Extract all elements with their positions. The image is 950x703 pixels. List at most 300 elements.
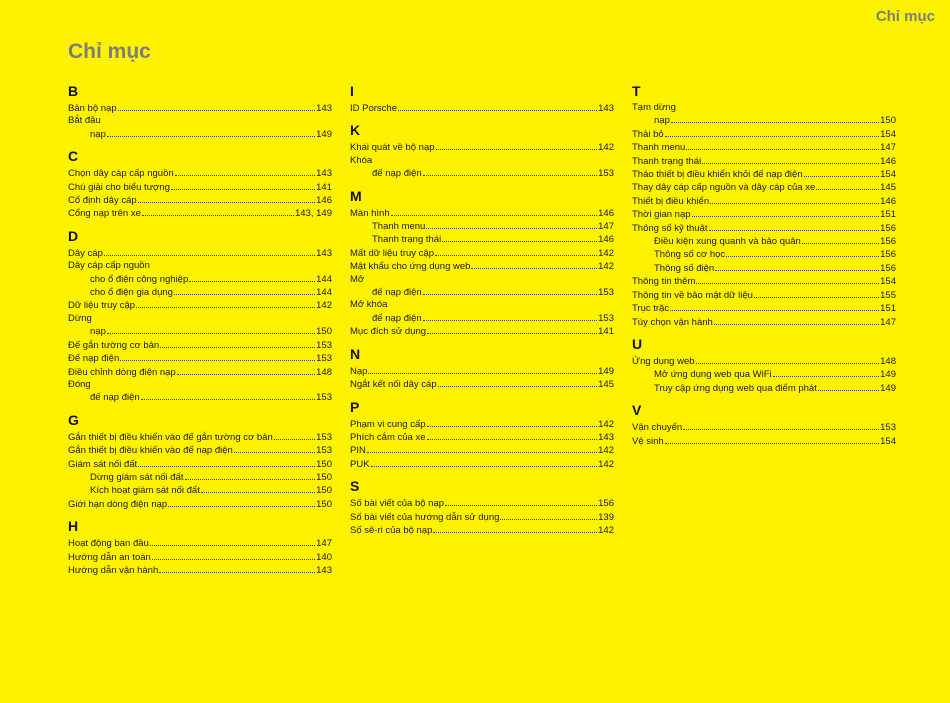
index-subentry: [68, 128, 332, 141]
index-term: Thải bỏ: [632, 128, 664, 140]
index-section: [350, 122, 614, 180]
index-letter-heading: M: [350, 187, 362, 204]
dot-leader: [670, 302, 879, 311]
index-entry: [632, 275, 896, 288]
dot-leader: [683, 421, 879, 430]
index-term: Chú giải cho biểu tượng: [68, 181, 170, 193]
index-term: đế nạp điện: [372, 312, 422, 324]
dot-leader: [159, 564, 315, 573]
index-letter-heading: N: [350, 345, 361, 362]
page-number: 145: [598, 379, 614, 391]
page-number: 153: [598, 168, 614, 180]
dot-leader: [367, 444, 597, 453]
index-term: Nạp: [350, 365, 368, 377]
index-term: Thông số điện: [654, 262, 715, 274]
index-term: đế nạp điện: [372, 168, 422, 180]
page-number: 143: [316, 247, 332, 259]
page-number: 149: [880, 369, 896, 381]
index-entry: [68, 194, 332, 207]
page-number: 147: [598, 221, 614, 233]
dot-leader: [398, 102, 597, 111]
page-number: 156: [880, 236, 896, 248]
page-number: 148: [316, 366, 332, 378]
index-term: Thanh trạng thái: [372, 234, 442, 246]
index-entry: [350, 444, 614, 457]
index-entry: [350, 247, 614, 260]
page-number: 143, 149: [295, 208, 332, 220]
index-subentry: [68, 391, 332, 404]
dot-leader: [177, 366, 315, 375]
index-term: Tháo thiết bị điều khiển khỏi đế nạp điện: [632, 169, 803, 181]
dot-leader: [715, 262, 879, 271]
dot-leader: [118, 102, 316, 111]
index-entry: [350, 458, 614, 471]
index-section: [68, 412, 332, 511]
index-entry: [350, 511, 614, 524]
index-letter-heading: K: [350, 122, 361, 139]
index-letter-heading: G: [68, 411, 79, 428]
page-number: 154: [880, 276, 896, 288]
page-number: 143: [316, 168, 332, 180]
index-term: Điều chỉnh dòng điện nạp: [68, 366, 176, 378]
dot-leader: [433, 524, 597, 533]
dot-leader: [702, 155, 879, 164]
index-column-3: [632, 83, 896, 455]
index-entry: [350, 497, 614, 510]
dot-leader: [427, 418, 598, 427]
index-letter-heading: P: [350, 398, 360, 415]
index-section: [350, 399, 614, 472]
index-subentry: [632, 248, 896, 261]
index-entry: [350, 325, 614, 338]
index-term: Hướng dẫn vận hành: [68, 564, 159, 576]
index-term: Khái quát về bộ nạp: [350, 142, 435, 154]
page-number: 143: [598, 103, 614, 114]
index-entry: [68, 564, 332, 577]
index-term: ID Porsche: [350, 103, 397, 114]
index-section: [350, 83, 614, 115]
index-entry: [68, 339, 332, 352]
page-number: 156: [880, 249, 896, 261]
index-entry: [632, 155, 896, 168]
index-section: [350, 188, 614, 339]
index-term: Phích cắm của xe: [350, 431, 426, 443]
index-term: Dây cáp cấp nguồn: [68, 260, 150, 272]
index-term: Màn hình: [350, 207, 390, 219]
page-number: 142: [598, 458, 614, 470]
page-number: 153: [598, 287, 614, 299]
index-term: Giám sát nối đất: [68, 458, 138, 470]
index-entry: [68, 352, 332, 365]
index-term: Trục trặc: [632, 303, 670, 315]
dot-leader: [104, 247, 315, 256]
index-term: Dây cáp: [68, 247, 103, 259]
page-number: 144: [316, 287, 332, 299]
index-term: Chọn dây cáp cấp nguồn: [68, 168, 174, 180]
index-term: Dừng giám sát nối đất: [90, 471, 184, 483]
dot-leader: [189, 273, 315, 282]
index-letter-heading: B: [68, 83, 79, 99]
index-section: [350, 478, 614, 537]
index-letter-heading: T: [632, 83, 641, 99]
page-number: 142: [598, 247, 614, 259]
index-entry: [632, 355, 896, 368]
index-term: Cổng nạp trên xe: [68, 208, 141, 220]
index-term: Thanh menu: [632, 142, 686, 154]
page-number: 150: [316, 485, 332, 497]
index-term: Dừng: [68, 312, 92, 324]
index-entry: [68, 260, 332, 272]
dot-leader: [175, 167, 316, 176]
page-number: 154: [880, 128, 896, 140]
index-entry: [632, 435, 896, 448]
index-section: [68, 228, 332, 405]
dot-leader: [773, 368, 879, 377]
index-entry: [68, 247, 332, 260]
index-term: Thời gian nạp: [632, 209, 691, 221]
index-term: Thanh trạng thái: [632, 155, 702, 167]
index-column-2: [350, 83, 614, 544]
page-number: 151: [880, 303, 896, 315]
page-number: 146: [316, 195, 332, 207]
page-number: 150: [316, 498, 332, 510]
index-entry: [68, 458, 332, 471]
dot-leader: [426, 220, 597, 229]
index-entry: [68, 102, 332, 115]
index-entry: [350, 274, 614, 286]
page-number: 140: [316, 551, 332, 563]
index-entry: [68, 181, 332, 194]
index-subentry: [68, 484, 332, 497]
dot-leader: [665, 128, 879, 137]
index-entry: [68, 379, 332, 391]
page-number: 146: [598, 207, 614, 219]
index-term: Thông số kỹ thuật: [632, 222, 708, 234]
page-number: 154: [880, 169, 896, 181]
index-subentry: [68, 325, 332, 338]
index-term: Tùy chọn vận hành: [632, 316, 713, 328]
dot-leader: [816, 181, 879, 190]
index-term: Kích hoạt giám sát nối đất: [90, 485, 200, 497]
index-entry: [350, 102, 614, 115]
index-entry: [350, 260, 614, 273]
index-entry: [632, 181, 896, 194]
index-entry: [68, 167, 332, 180]
index-term: Bản bộ nạp: [68, 103, 117, 114]
index-term: Dữ liệu truy cập: [68, 300, 136, 312]
dot-leader: [423, 312, 597, 321]
index-entry: [68, 444, 332, 457]
index-subentry: [632, 235, 896, 248]
page-number: 153: [316, 392, 332, 404]
page-number: 156: [598, 498, 614, 510]
index-entry: [632, 141, 896, 154]
index-term: Thông số cơ học: [654, 249, 726, 261]
index-term: Điều kiện xung quanh và bảo quản: [654, 236, 801, 248]
dot-leader: [274, 431, 315, 440]
index-term: Hướng dẫn an toàn: [68, 551, 151, 563]
index-entry: [68, 366, 332, 379]
dot-leader: [138, 194, 315, 203]
index-entry: [632, 421, 896, 434]
page-number: 147: [316, 538, 332, 550]
page-number: 156: [880, 262, 896, 274]
index-term: Phạm vi cung cấp: [350, 418, 426, 430]
index-entry: [632, 289, 896, 302]
dot-leader: [391, 207, 598, 216]
index-term: Mở: [350, 273, 365, 285]
page-number: 153: [316, 339, 332, 351]
index-entry: [632, 316, 896, 329]
index-term: Ứng dụng web: [632, 355, 695, 367]
index-term: Ngắt kết nối dây cáp: [350, 379, 437, 391]
index-entry: [68, 537, 332, 550]
index-column-1: [68, 83, 332, 584]
index-entry: [350, 431, 614, 444]
dot-leader: [665, 435, 879, 444]
index-term: Thay dây cáp cấp nguồn và dây cáp của xe: [632, 182, 816, 194]
index-term: Truy cập ứng dụng web qua điểm phát: [654, 382, 817, 394]
dot-leader: [234, 444, 315, 453]
index-term: Thanh menu: [372, 221, 426, 233]
page-number: 153: [316, 353, 332, 365]
index-entry: [632, 128, 896, 141]
page-number: 146: [880, 195, 896, 207]
dot-leader: [471, 260, 597, 269]
dot-leader: [168, 498, 315, 507]
page-number: 150: [880, 115, 896, 127]
page-number: 149: [316, 128, 332, 140]
dot-leader: [150, 537, 315, 546]
index-entry: [350, 378, 614, 391]
index-entry: [350, 524, 614, 537]
index-term: Thiết bị điều khiển: [632, 195, 710, 207]
dot-leader: [436, 141, 598, 150]
index-section: [68, 83, 332, 141]
index-term: Bắt đầu: [68, 115, 101, 127]
page-number: 150: [316, 471, 332, 483]
page-number: 154: [880, 435, 896, 447]
page-number: 146: [598, 234, 614, 246]
index-section: [68, 518, 332, 577]
index-term: Số bài viết của bộ nạp: [350, 498, 445, 510]
page-number: 145: [880, 182, 896, 194]
page-number: 147: [880, 316, 896, 328]
index-term: Thông tin về bảo mật dữ liệu: [632, 289, 753, 301]
dot-leader: [754, 289, 879, 298]
index-entry: [68, 115, 332, 127]
index-term: nạp: [90, 128, 106, 140]
dot-leader: [804, 168, 880, 177]
index-entry: [350, 155, 614, 167]
index-term: đế nạp điện: [90, 392, 140, 404]
dot-leader: [423, 167, 597, 176]
index-letter-heading: U: [632, 335, 643, 352]
index-subentry: [350, 312, 614, 325]
index-entry: [68, 207, 332, 220]
page-number: 153: [316, 445, 332, 457]
index-section: [632, 402, 896, 448]
page-number: 144: [316, 273, 332, 285]
dot-leader: [427, 325, 597, 334]
dot-leader: [709, 222, 880, 231]
dot-leader: [141, 391, 315, 400]
dot-leader: [171, 181, 315, 190]
page-number: 151: [880, 209, 896, 221]
dot-leader: [136, 299, 315, 308]
dot-leader: [120, 352, 315, 361]
index-section: [350, 346, 614, 392]
index-subentry: [68, 471, 332, 484]
page-number: 153: [598, 312, 614, 324]
index-subentry: [68, 273, 332, 286]
index-letter-heading: V: [632, 402, 642, 419]
index-subentry: [350, 286, 614, 299]
index-term: cho ổ điện gia dụng: [90, 287, 173, 299]
index-entry: [68, 498, 332, 511]
index-term: Mở khóa: [350, 299, 388, 311]
index-term: Tạm dừng: [632, 102, 676, 113]
dot-leader: [371, 458, 598, 467]
dot-leader: [802, 235, 879, 244]
page-number: 142: [598, 142, 614, 154]
page-number: 142: [598, 261, 614, 273]
index-term: Giới hạn dòng điện nạp: [68, 498, 168, 510]
dot-leader: [368, 365, 597, 374]
index-letter-heading: S: [350, 478, 360, 495]
page-title: Chỉ mục: [68, 40, 151, 63]
index-term: Đế gắn tường cơ bản: [68, 339, 160, 351]
index-subentry: [632, 382, 896, 395]
index-subentry: [350, 220, 614, 233]
dot-leader: [160, 339, 315, 348]
page-number: 142: [316, 300, 332, 312]
index-letter-heading: C: [68, 148, 79, 165]
index-entry: [68, 313, 332, 325]
dot-leader: [435, 247, 597, 256]
index-entry: [632, 302, 896, 315]
page-number: 141: [316, 181, 332, 193]
page-number: 141: [598, 326, 614, 338]
dot-leader: [710, 195, 879, 204]
index-term: Thông tin thêm: [632, 276, 696, 288]
index-term: Mật khẩu cho ứng dụng web: [350, 261, 471, 273]
index-entry: [350, 141, 614, 154]
index-term: Hoạt động ban đầu: [68, 538, 149, 550]
index-subentry: [350, 167, 614, 180]
index-entry: [350, 365, 614, 378]
dot-leader: [438, 378, 598, 387]
page-number: 142: [598, 445, 614, 457]
dot-leader: [107, 325, 315, 334]
index-term: Mở ứng dụng web qua WiFi: [654, 369, 772, 381]
dot-leader: [818, 382, 879, 391]
page-number: 148: [880, 355, 896, 367]
index-term: Khóa: [350, 154, 373, 166]
page-number: 146: [880, 155, 896, 167]
page-number: 153: [316, 431, 332, 443]
index-term: Vận chuyển: [632, 422, 683, 434]
page-number: 143: [598, 431, 614, 443]
index-subentry: [68, 286, 332, 299]
page-number: 150: [316, 326, 332, 338]
running-header-title: Chỉ mục: [875, 8, 935, 25]
page-number: 147: [880, 142, 896, 154]
index-term: đế nạp điện: [372, 287, 422, 299]
dot-leader: [142, 207, 294, 216]
index-term: Mất dữ liệu truy cập: [350, 247, 434, 259]
dot-leader: [445, 497, 597, 506]
page-number: 150: [316, 458, 332, 470]
index-term: Số bài viết của hướng dẫn sử dụng: [350, 511, 500, 523]
index-entry: [68, 551, 332, 564]
index-entry: [632, 208, 896, 221]
index-term: Mục đích sử dụng: [350, 326, 427, 338]
index-term: Đế nạp điện: [68, 353, 120, 365]
index-entry: [632, 222, 896, 235]
index-term: nạp: [90, 326, 106, 338]
page-number: 143: [316, 103, 332, 114]
dot-leader: [201, 484, 315, 493]
index-term: Đóng: [68, 378, 91, 390]
dot-leader: [423, 286, 597, 295]
dot-leader: [726, 248, 879, 257]
index-letter-heading: H: [68, 518, 79, 535]
page-number: 139: [598, 511, 614, 523]
index-entry: [350, 207, 614, 220]
page-number: 142: [598, 524, 614, 536]
page-number: 155: [880, 289, 896, 301]
dot-leader: [138, 458, 315, 467]
index-term: Gắn thiết bị điều khiển vào đế gắn tường cơ bản: [68, 431, 273, 443]
page-number: 156: [880, 222, 896, 234]
index-section: [632, 336, 896, 395]
index-section: [632, 83, 896, 329]
dot-leader: [686, 141, 879, 150]
index-term: Số sê-ri của bộ nạp: [350, 524, 433, 536]
page-number: 149: [880, 382, 896, 394]
dot-leader: [696, 355, 880, 364]
dot-leader: [442, 233, 597, 242]
index-subentry: [350, 233, 614, 246]
index-term: PUK: [350, 458, 370, 470]
index-entry: [68, 431, 332, 444]
index-subentry: [632, 114, 896, 127]
dot-leader: [500, 511, 597, 520]
dot-leader: [714, 316, 879, 325]
page-number: 153: [880, 422, 896, 434]
index-entry: [632, 102, 896, 114]
index-entry: [350, 418, 614, 431]
index-entry: [350, 299, 614, 311]
dot-leader: [174, 286, 315, 295]
index-entry: [68, 299, 332, 312]
index-term: nạp: [654, 115, 670, 127]
index-letter-heading: D: [68, 227, 79, 244]
index-term: Gắn thiết bị điều khiển vào đế nạp điện: [68, 445, 233, 457]
index-subentry: [632, 262, 896, 275]
dot-leader: [696, 275, 879, 284]
dot-leader: [107, 128, 315, 137]
dot-leader: [671, 114, 879, 123]
dot-leader: [152, 551, 315, 560]
index-section: [68, 148, 332, 221]
index-term: Cố định dây cáp: [68, 195, 137, 207]
index-subentry: [632, 368, 896, 381]
index-term: PIN: [350, 445, 366, 457]
page-number: 143: [316, 564, 332, 576]
index-term: cho ổ điện công nghiệp: [90, 273, 189, 285]
